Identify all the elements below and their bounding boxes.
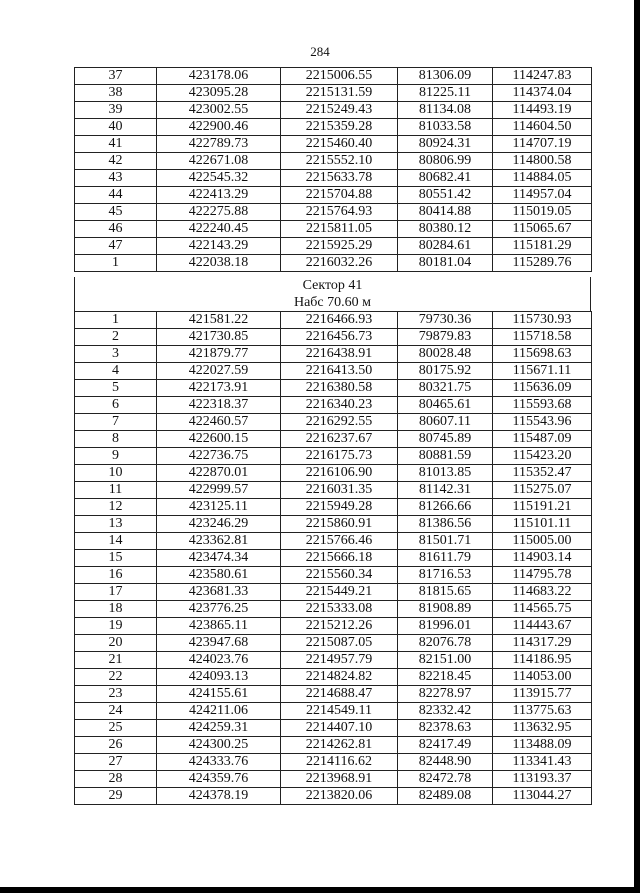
table-cell: 81142.31 [398, 482, 493, 499]
table-cell: 14 [75, 533, 157, 550]
table-cell: 2215131.59 [281, 85, 398, 102]
table-row [75, 397, 592, 414]
table-cell: 81815.65 [398, 584, 493, 601]
table-cell: 421581.22 [157, 312, 281, 329]
table-cell: 16 [75, 567, 157, 584]
table-cell: 113915.77 [493, 686, 592, 703]
table-cell: 423681.33 [157, 584, 281, 601]
table-cell: 21 [75, 652, 157, 669]
table-cell: 80465.61 [398, 397, 493, 414]
table-cell: 2216340.23 [281, 397, 398, 414]
table-cell: 115593.68 [493, 397, 592, 414]
table-cell: 39 [75, 102, 157, 119]
table-cell: 2215560.34 [281, 567, 398, 584]
table-row [75, 363, 592, 380]
table-row [75, 329, 592, 346]
table-cell: 422736.75 [157, 448, 281, 465]
table-row [75, 499, 592, 516]
table-cell: 2215212.26 [281, 618, 398, 635]
table-cell: 2216106.90 [281, 465, 398, 482]
table-cell: 17 [75, 584, 157, 601]
table-cell: 422240.45 [157, 221, 281, 238]
table-cell: 2215925.29 [281, 238, 398, 255]
table-cell: 4 [75, 363, 157, 380]
table-cell: 44 [75, 187, 157, 204]
table-cell: 114683.22 [493, 584, 592, 601]
table-row [75, 771, 592, 788]
table-cell: 423362.81 [157, 533, 281, 550]
table-cell: 424155.61 [157, 686, 281, 703]
table-row [75, 669, 592, 686]
table-cell: 2215860.91 [281, 516, 398, 533]
table-row [75, 448, 592, 465]
table-cell: 114795.78 [493, 567, 592, 584]
table-cell: 82472.78 [398, 771, 493, 788]
table-row [75, 516, 592, 533]
table-row [75, 686, 592, 703]
table-cell: 80607.11 [398, 414, 493, 431]
table-cell: 422275.88 [157, 204, 281, 221]
table-cell: 421730.85 [157, 329, 281, 346]
table-cell: 40 [75, 119, 157, 136]
table-cell: 18 [75, 601, 157, 618]
table-cell: 424378.19 [157, 788, 281, 805]
table-cell: 422027.59 [157, 363, 281, 380]
table-row [75, 533, 592, 550]
table-cell: 113193.37 [493, 771, 592, 788]
table-cell: 2215006.55 [281, 68, 398, 85]
table-row [75, 618, 592, 635]
table-cell: 5 [75, 380, 157, 397]
table-cell: 81908.89 [398, 601, 493, 618]
table-row [75, 584, 592, 601]
table-cell: 80806.99 [398, 153, 493, 170]
table-cell: 81996.01 [398, 618, 493, 635]
table-cell: 26 [75, 737, 157, 754]
table-cell: 2214957.79 [281, 652, 398, 669]
table-cell: 113044.27 [493, 788, 592, 805]
table-cell: 20 [75, 635, 157, 652]
table-cell: 81306.09 [398, 68, 493, 85]
table-cell: 82278.97 [398, 686, 493, 703]
table-cell: 46 [75, 221, 157, 238]
table-cell: 82076.78 [398, 635, 493, 652]
table-row [75, 788, 592, 805]
table-cell: 29 [75, 788, 157, 805]
table-cell: 115671.11 [493, 363, 592, 380]
table-cell: 115181.29 [493, 238, 592, 255]
table-row [75, 754, 592, 771]
table-cell: 27 [75, 754, 157, 771]
table-cell: 81611.79 [398, 550, 493, 567]
table-row [75, 703, 592, 720]
table-row [75, 238, 592, 255]
table-cell: 115019.05 [493, 204, 592, 221]
table-cell: 115543.96 [493, 414, 592, 431]
table-cell: 114903.14 [493, 550, 592, 567]
table-cell: 47 [75, 238, 157, 255]
table-cell: 2215333.08 [281, 601, 398, 618]
table-cell: 422545.32 [157, 170, 281, 187]
table-cell: 2215460.40 [281, 136, 398, 153]
table-cell: 82151.00 [398, 652, 493, 669]
table-cell: 8 [75, 431, 157, 448]
table-cell: 423125.11 [157, 499, 281, 516]
table-cell: 82417.49 [398, 737, 493, 754]
table-cell: 2 [75, 329, 157, 346]
table-cell: 43 [75, 170, 157, 187]
table-row [75, 550, 592, 567]
coordinates-table-top [74, 67, 592, 272]
table-cell: 80380.12 [398, 221, 493, 238]
table-cell: 114186.95 [493, 652, 592, 669]
table-cell: 424333.76 [157, 754, 281, 771]
table-cell: 41 [75, 136, 157, 153]
table-cell: 115101.11 [493, 516, 592, 533]
table-cell: 424300.25 [157, 737, 281, 754]
table-cell: 422143.29 [157, 238, 281, 255]
table-cell: 38 [75, 85, 157, 102]
table-cell: 113775.63 [493, 703, 592, 720]
table-row [75, 255, 592, 272]
coordinates-table-sector-body [75, 312, 592, 805]
table-cell: 114707.19 [493, 136, 592, 153]
table-cell: 2214262.81 [281, 737, 398, 754]
table-cell: 113341.43 [493, 754, 592, 771]
scan-edge-bottom [0, 887, 640, 893]
table-cell: 423580.61 [157, 567, 281, 584]
table-cell: 114604.50 [493, 119, 592, 136]
table-cell: 422999.57 [157, 482, 281, 499]
table-row [75, 720, 592, 737]
table-row [75, 414, 592, 431]
table-cell: 81225.11 [398, 85, 493, 102]
table-row [75, 346, 592, 363]
table-cell: 2215811.05 [281, 221, 398, 238]
table-cell: 422671.08 [157, 153, 281, 170]
table-cell: 114800.58 [493, 153, 592, 170]
table-cell: 422870.01 [157, 465, 281, 482]
table-cell: 2216292.55 [281, 414, 398, 431]
scan-edge-right [634, 0, 640, 893]
table-cell: 2214116.62 [281, 754, 398, 771]
table-cell: 424259.31 [157, 720, 281, 737]
table-cell: 115730.93 [493, 312, 592, 329]
table-row [75, 102, 592, 119]
table-cell: 115191.21 [493, 499, 592, 516]
table-row [75, 85, 592, 102]
table-cell: 115636.09 [493, 380, 592, 397]
table-cell: 81033.58 [398, 119, 493, 136]
table-cell: 423474.34 [157, 550, 281, 567]
page-number: 284 [310, 44, 330, 59]
table-cell: 80881.59 [398, 448, 493, 465]
table-cell: 2215764.93 [281, 204, 398, 221]
table-cell: 19 [75, 618, 157, 635]
table-cell: 6 [75, 397, 157, 414]
table-cell: 2216237.67 [281, 431, 398, 448]
table-row [75, 68, 592, 85]
table-cell: 114247.83 [493, 68, 592, 85]
table-row [75, 187, 592, 204]
table-cell: 13 [75, 516, 157, 533]
table-cell: 81013.85 [398, 465, 493, 482]
table-cell: 115005.00 [493, 533, 592, 550]
table-cell: 12 [75, 499, 157, 516]
table-cell: 81386.56 [398, 516, 493, 533]
table-cell: 25 [75, 720, 157, 737]
table-cell: 115718.58 [493, 329, 592, 346]
table-cell: 9 [75, 448, 157, 465]
table-cell: 2214688.47 [281, 686, 398, 703]
table-row [75, 601, 592, 618]
table-cell: 113632.95 [493, 720, 592, 737]
table-row [75, 204, 592, 221]
table-cell: 424093.13 [157, 669, 281, 686]
table-cell: 2215449.21 [281, 584, 398, 601]
table-row [75, 431, 592, 448]
table-cell: 114443.67 [493, 618, 592, 635]
table-cell: 81716.53 [398, 567, 493, 584]
table-cell: 2216032.26 [281, 255, 398, 272]
table-cell: 423776.25 [157, 601, 281, 618]
table-cell: 80924.31 [398, 136, 493, 153]
table-row [75, 482, 592, 499]
table-cell: 114317.29 [493, 635, 592, 652]
table-row [75, 119, 592, 136]
table-row [75, 465, 592, 482]
table-cell: 23 [75, 686, 157, 703]
table-cell: 2213968.91 [281, 771, 398, 788]
sector-header [74, 277, 591, 311]
table-cell: 2214407.10 [281, 720, 398, 737]
table-cell: 28 [75, 771, 157, 788]
table-cell: 80414.88 [398, 204, 493, 221]
table-row [75, 221, 592, 238]
sector-title: Сектор 41 [302, 278, 363, 293]
table-cell: 422173.91 [157, 380, 281, 397]
table-cell: 22 [75, 669, 157, 686]
table-cell: 24 [75, 703, 157, 720]
table-cell: 37 [75, 68, 157, 85]
table-cell: 421879.77 [157, 346, 281, 363]
table-cell: 2216456.73 [281, 329, 398, 346]
table-cell: 80682.41 [398, 170, 493, 187]
table-cell: 15 [75, 550, 157, 567]
table-cell: 2216413.50 [281, 363, 398, 380]
table-cell: 114493.19 [493, 102, 592, 119]
table-cell: 2215666.18 [281, 550, 398, 567]
table-row [75, 380, 592, 397]
table-cell: 82218.45 [398, 669, 493, 686]
table-cell: 114884.05 [493, 170, 592, 187]
table-row [75, 737, 592, 754]
table-row [75, 567, 592, 584]
table-row [75, 136, 592, 153]
table-cell: 81266.66 [398, 499, 493, 516]
table-cell: 423178.06 [157, 68, 281, 85]
table-cell: 2215552.10 [281, 153, 398, 170]
table-cell: 79879.83 [398, 329, 493, 346]
table-cell: 2215249.43 [281, 102, 398, 119]
table-cell: 3 [75, 346, 157, 363]
coordinates-table-top-body [75, 68, 592, 272]
table-cell: 82378.63 [398, 720, 493, 737]
table-cell: 81134.08 [398, 102, 493, 119]
table-row [75, 153, 592, 170]
table-cell: 80745.89 [398, 431, 493, 448]
table-cell: 80181.04 [398, 255, 493, 272]
table-cell: 80551.42 [398, 187, 493, 204]
table-cell: 2216380.58 [281, 380, 398, 397]
table-cell: 2215766.46 [281, 533, 398, 550]
table-cell: 423865.11 [157, 618, 281, 635]
table-cell: 11 [75, 482, 157, 499]
table-cell: 1 [75, 255, 157, 272]
table-cell: 79730.36 [398, 312, 493, 329]
table-cell: 423246.29 [157, 516, 281, 533]
table-cell: 80028.48 [398, 346, 493, 363]
table-cell: 422600.15 [157, 431, 281, 448]
table-cell: 114374.04 [493, 85, 592, 102]
table-cell: 423002.55 [157, 102, 281, 119]
table-cell: 424211.06 [157, 703, 281, 720]
table-cell: 80284.61 [398, 238, 493, 255]
table-cell: 115065.67 [493, 221, 592, 238]
table-cell: 115423.20 [493, 448, 592, 465]
table-cell: 115698.63 [493, 346, 592, 363]
table-cell: 2215704.88 [281, 187, 398, 204]
table-cell: 422038.18 [157, 255, 281, 272]
table-cell: 82489.08 [398, 788, 493, 805]
table-cell: 423095.28 [157, 85, 281, 102]
table-cell: 80321.75 [398, 380, 493, 397]
table-row [75, 635, 592, 652]
table-cell: 115487.09 [493, 431, 592, 448]
table-cell: 423947.68 [157, 635, 281, 652]
table-cell: 1 [75, 312, 157, 329]
coordinates-table-sector [74, 311, 592, 805]
table-cell: 422900.46 [157, 119, 281, 136]
table-cell: 2215949.28 [281, 499, 398, 516]
table-cell: 2214549.11 [281, 703, 398, 720]
table-row [75, 170, 592, 187]
table-cell: 115352.47 [493, 465, 592, 482]
table-cell: 81501.71 [398, 533, 493, 550]
table-cell: 2214824.82 [281, 669, 398, 686]
table-cell: 422460.57 [157, 414, 281, 431]
table-cell: 422318.37 [157, 397, 281, 414]
table-cell: 45 [75, 204, 157, 221]
table-row [75, 652, 592, 669]
sector-elevation: Набс 70.60 м [293, 295, 372, 310]
table-cell: 2215087.05 [281, 635, 398, 652]
table-cell: 2213820.06 [281, 788, 398, 805]
table-cell: 422413.29 [157, 187, 281, 204]
table-cell: 80175.92 [398, 363, 493, 380]
table-cell: 114053.00 [493, 669, 592, 686]
table-cell: 422789.73 [157, 136, 281, 153]
table-cell: 2215359.28 [281, 119, 398, 136]
table-cell: 42 [75, 153, 157, 170]
table-cell: 114565.75 [493, 601, 592, 618]
table-cell: 114957.04 [493, 187, 592, 204]
table-cell: 2215633.78 [281, 170, 398, 187]
table-cell: 2216031.35 [281, 482, 398, 499]
table-cell: 2216466.93 [281, 312, 398, 329]
table-cell: 2216175.73 [281, 448, 398, 465]
table-cell: 424359.76 [157, 771, 281, 788]
table-cell: 2216438.91 [281, 346, 398, 363]
table-cell: 424023.76 [157, 652, 281, 669]
table-cell: 10 [75, 465, 157, 482]
table-cell: 82332.42 [398, 703, 493, 720]
table-cell: 113488.09 [493, 737, 592, 754]
table-cell: 82448.90 [398, 754, 493, 771]
table-row [75, 312, 592, 329]
table-cell: 7 [75, 414, 157, 431]
table-cell: 115275.07 [493, 482, 592, 499]
table-cell: 115289.76 [493, 255, 592, 272]
